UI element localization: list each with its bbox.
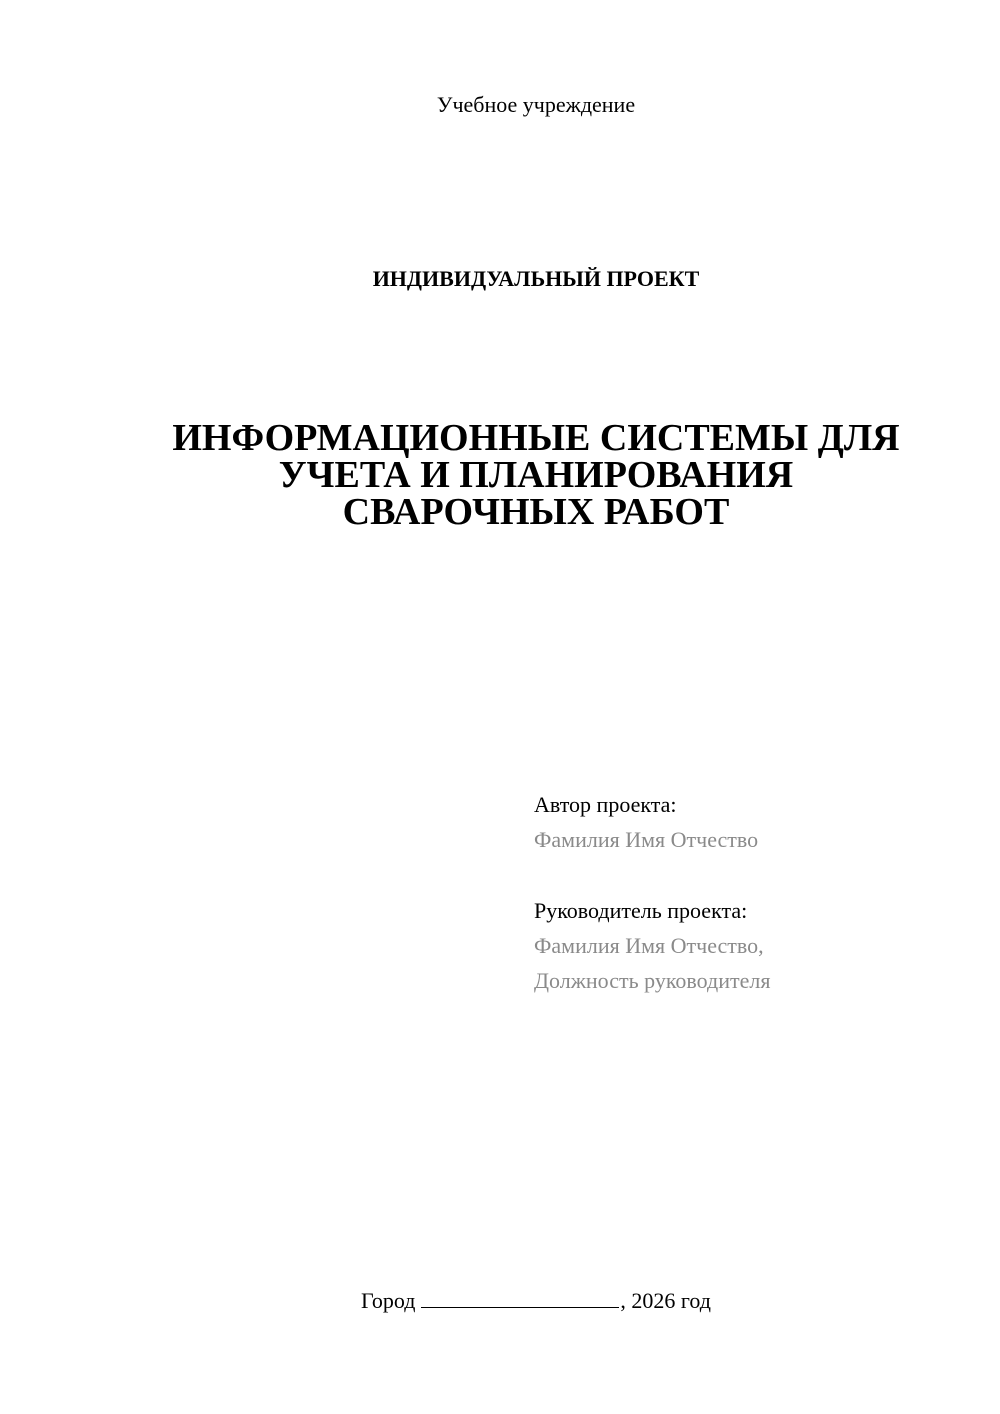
supervisor-block xyxy=(534,893,954,998)
city-year-line xyxy=(0,1288,1000,1314)
city-blank-line xyxy=(421,1289,619,1308)
author-name: Фамилия Имя Отчество xyxy=(534,827,759,852)
document-type: ИНДИВИДУАЛЬНЫЙ ПРОЕКТ xyxy=(372,266,700,291)
project-title-line-1: ИНФОРМАЦИОННЫЕ СИСТЕМЫ ДЛЯ xyxy=(172,417,900,459)
author-block xyxy=(534,787,954,857)
supervisor-name: Фамилия Имя Отчество, xyxy=(534,933,764,958)
project-title-line-3: СВАРОЧНЫХ РАБОТ xyxy=(342,491,730,533)
author-label: Автор проекта: xyxy=(534,792,677,817)
year-text: , 2026 год xyxy=(620,1288,711,1313)
supervisor-position: Должность руководителя xyxy=(534,968,771,993)
city-label: Город xyxy=(361,1288,416,1313)
project-title-line-2: УЧЕТА И ПЛАНИРОВАНИЯ xyxy=(278,454,794,496)
institution-name: Учебное учреждение xyxy=(436,92,636,117)
supervisor-label: Руководитель проекта: xyxy=(534,898,748,923)
project-title xyxy=(100,417,972,533)
